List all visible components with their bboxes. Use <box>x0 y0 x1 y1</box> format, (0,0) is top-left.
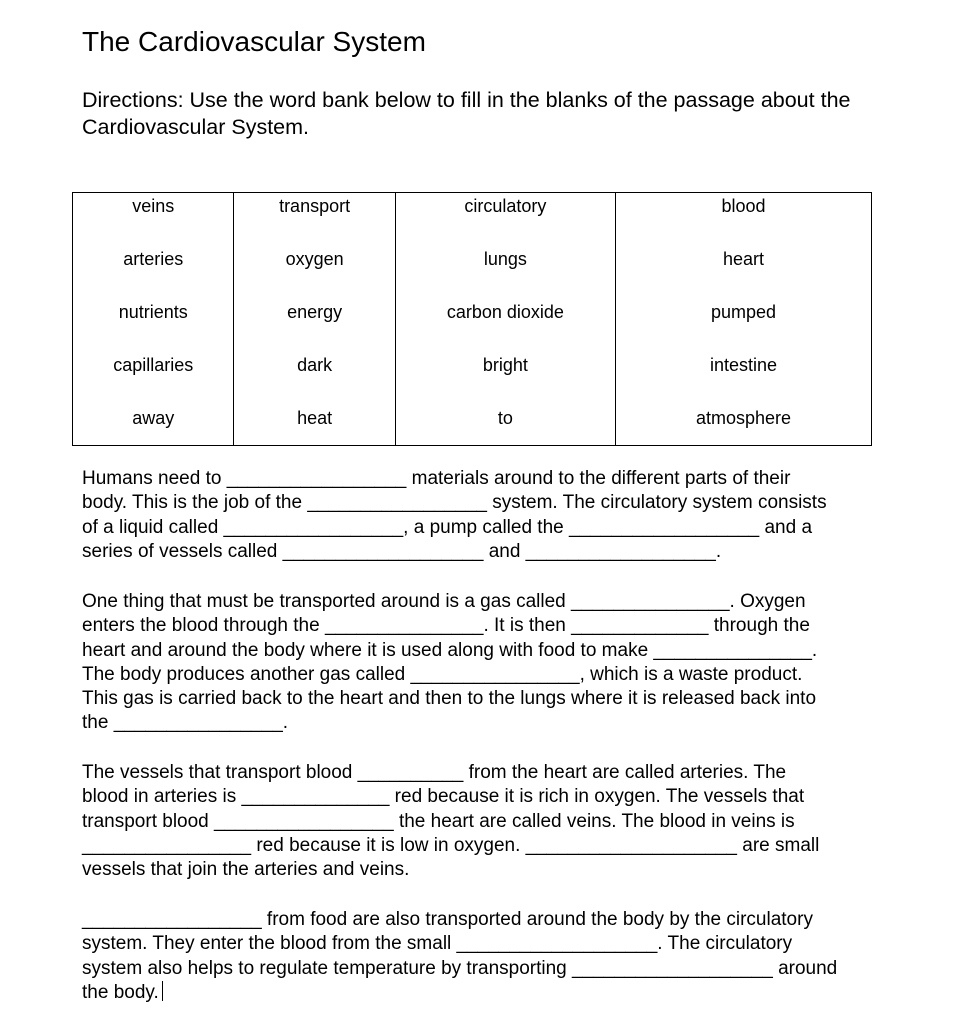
word-bank-cell: transport <box>234 193 395 247</box>
directions: Directions: Use the word bank below to fill in the blanks of the passage about the Cardiovascular System. <box>82 88 851 139</box>
passage-line[interactable]: the ________________. <box>82 712 289 734</box>
word-bank-cell: capillaries <box>73 352 234 405</box>
word-bank-cell: veins <box>73 193 234 247</box>
word-bank-cell: circulatory <box>395 193 615 247</box>
word-bank-cell: to <box>395 405 615 446</box>
passage-line[interactable]: system. They enter the blood from the small ___________________. The circulatory <box>82 933 793 955</box>
passage-line[interactable]: vessels that join the arteries and veins. <box>82 859 410 881</box>
passage-line[interactable]: enters the blood through the _______________. It is then _____________ through the <box>82 615 810 637</box>
word-bank-cell: heat <box>234 405 395 446</box>
word-bank-row <box>73 405 872 446</box>
word-bank-cell: arteries <box>73 246 234 299</box>
word-bank-cell: energy <box>234 299 395 352</box>
word-bank-cell: heart <box>616 246 872 299</box>
word-bank-cell: away <box>73 405 234 446</box>
word-bank-cell: nutrients <box>73 299 234 352</box>
passage-paragraph-2 <box>82 590 817 736</box>
word-bank-cell: carbon dioxide <box>395 299 615 352</box>
word-bank-row <box>73 299 872 352</box>
passage-paragraph-1 <box>82 467 827 564</box>
passage-line[interactable]: system also helps to regulate temperature by transporting ___________________ around <box>82 957 838 979</box>
passage-line[interactable]: _________________ from food are also transported around the body by the circulatory <box>82 909 813 930</box>
word-bank-row <box>73 352 872 405</box>
passage-line[interactable]: This gas is carried back to the heart and then to the lungs where it is released back into <box>82 688 817 710</box>
word-bank-cell: bright <box>395 352 615 405</box>
passage-line[interactable]: blood in arteries is ______________ red because it is rich in oxygen. The vessels that <box>82 786 805 808</box>
passage-line[interactable]: transport blood _________________ the heart are called veins. The blood in veins is <box>82 810 795 832</box>
text-cursor <box>162 981 164 1001</box>
passage-line[interactable]: One thing that must be transported around is a gas called _______________. Oxygen <box>82 591 806 612</box>
passage-paragraph-3 <box>82 761 819 882</box>
passage-line[interactable]: of a liquid called _________________, a pump called the __________________ and a <box>82 516 813 538</box>
passage-line[interactable]: The body produces another gas called ________________, which is a waste product. <box>82 663 803 685</box>
word-bank-cell: lungs <box>395 246 615 299</box>
word-bank-table <box>72 192 872 446</box>
word-bank-cell: dark <box>234 352 395 405</box>
word-bank-cell: blood <box>616 193 872 247</box>
word-bank-row <box>73 246 872 299</box>
passage-line[interactable]: Humans need to _________________ materials around to the different parts of their <box>82 468 791 489</box>
word-bank-cell: pumped <box>616 299 872 352</box>
passage-line[interactable]: ________________ red because it is low in oxygen. ____________________ are small <box>82 834 820 856</box>
word-bank-row <box>73 193 872 247</box>
word-bank-cell: intestine <box>616 352 872 405</box>
word-bank-cell: oxygen <box>234 246 395 299</box>
passage-line[interactable]: the body. <box>82 981 837 1005</box>
passage-line[interactable]: series of vessels called ___________________ and __________________. <box>82 540 722 562</box>
word-bank-cell: atmosphere <box>616 405 872 446</box>
passage-line[interactable]: body. This is the job of the _________________ system. The circulatory system consists <box>82 492 827 514</box>
passage-line[interactable]: heart and around the body where it is used along with food to make _______________. <box>82 639 818 661</box>
passage-line[interactable]: The vessels that transport blood __________ from the heart are called arteries. The <box>82 762 787 783</box>
passage-paragraph-4 <box>82 908 837 1005</box>
page-title: The Cardiovascular System <box>82 26 426 57</box>
